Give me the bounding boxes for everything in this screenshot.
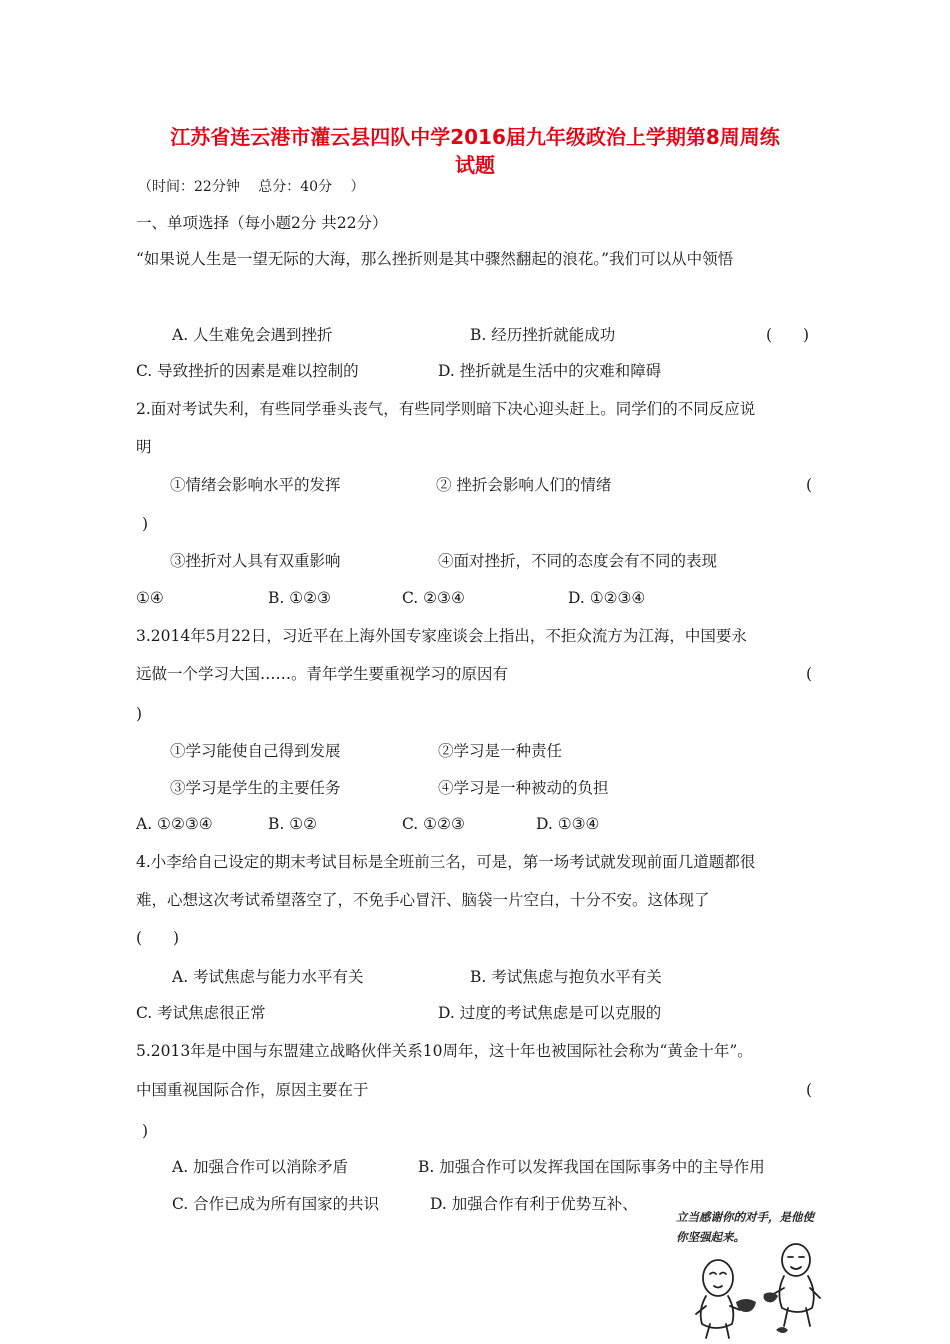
q2-option-b: B. ①②③ [268, 589, 331, 607]
q5-option-d: D. 加强合作有利于优势互补、 [430, 1195, 638, 1213]
q3-stem-line1: 3.2014年5月22日，习近平在上海外国专家座谈会上指出，不拒众流方为江海，中国要永 [136, 627, 747, 645]
q1-stem: “如果说人生是一望无际的大海，那么挫折则是其中骤然翻起的浪花。”我们可以从中领悟 [136, 250, 734, 268]
q3-option-c: C. ①②③ [402, 815, 465, 833]
q3-item-3: ③学习是学生的主要任务 [170, 779, 341, 797]
q2-option-c: C. ②③④ [402, 589, 465, 607]
doc-title-line2: 试题 [455, 153, 495, 177]
q2-item-1: ①情绪会影响水平的发挥 [170, 476, 341, 494]
q3-paren-close: ) [136, 705, 143, 723]
q4-stem-line2: 难，心想这次考试希望落空了，不免手心冒汗、脑袋一片空白，十分不安。这体现了 [136, 891, 710, 909]
q1-option-c: C. 导致挫折的因素是难以控制的 [136, 362, 359, 380]
q4-option-b: B. 考试焦虑与抱负水平有关 [470, 968, 662, 986]
q4-option-a: A. 考试焦虑与能力水平有关 [172, 968, 364, 986]
cartoon-caption-line2: 你坚强起来。 [676, 1230, 745, 1244]
q2-item-4: ④面对挫折，不同的态度会有不同的表现 [438, 552, 718, 570]
q5-option-b: B. 加强合作可以发挥我国在国际事务中的主导作用 [418, 1158, 765, 1176]
q2-paren-close: ) [142, 515, 149, 533]
q5-paren-open: ( [806, 1081, 813, 1099]
q5-paren-close: ) [142, 1122, 149, 1140]
q2-option-d: D. ①②③④ [568, 589, 646, 607]
exam-meta: （时间：22分钟 总分：40分 ） [138, 179, 365, 195]
q5-option-c: C. 合作已成为所有国家的共识 [172, 1195, 380, 1213]
q3-item-4: ④学习是一种被动的负担 [438, 779, 609, 797]
q3-item-1: ①学习能使自己得到发展 [170, 742, 341, 760]
q4-option-c: C. 考试焦虑很正常 [136, 1004, 266, 1022]
q2-stem-line2: 明 [136, 438, 152, 456]
section-heading: 一、单项选择（每小题2分 共22分） [136, 214, 388, 232]
q4-option-d: D. 过度的考试焦虑是可以克服的 [438, 1004, 662, 1022]
q4-stem-line1: 4.小李给自己设定的期末考试目标是全班前三名，可是，第一场考试就发现前面几道题都很 [136, 853, 756, 871]
q3-option-a: A. ①②③④ [136, 815, 213, 833]
q5-stem-line2: 中国重视国际合作，原因主要在于 [136, 1081, 369, 1099]
q3-stem-line2: 远做一个学习大国……。青年学生要重视学习的原因有 [136, 665, 509, 683]
q3-item-2: ②学习是一种责任 [438, 742, 563, 760]
q5-stem-line1: 5.2013年是中国与东盟建立战略伙伴关系10周年，这十年也被国际社会称为“黄金十年”。 [136, 1042, 753, 1060]
q2-stem-line1: 2.面对考试失利，有些同学垂头丧气，有些同学则暗下决心迎头赶上。同学们的不同反应说 [136, 400, 756, 418]
cartoon-caption-line1: 立当感谢你的对手，是他使 [676, 1210, 814, 1224]
cartoon-illustration [668, 1202, 848, 1342]
doc-title-line1: 江苏省连云港市灌云县四队中学2016届九年级政治上学期第8周周练 [170, 125, 780, 149]
q1-option-d: D. 挫折就是生活中的灾难和障碍 [438, 362, 662, 380]
q3-paren-open: ( [806, 665, 813, 683]
q2-item-3: ③挫折对人具有双重影响 [170, 552, 341, 570]
q2-item-2: ② 挫折会影响人们的情绪 [436, 476, 612, 494]
q3-option-b: B. ①② [268, 815, 318, 833]
q2-option-a: ①④ [136, 589, 164, 607]
q1-option-a: A. 人生难免会遇到挫折 [172, 326, 333, 344]
q1-option-b: B. 经历挫折就能成功 [470, 326, 616, 344]
q5-option-a: A. 加强合作可以消除矛盾 [172, 1158, 349, 1176]
q2-paren-open: ( [806, 476, 813, 494]
q1-answer-paren: ( ) [766, 326, 810, 344]
q3-option-d: D. ①③④ [536, 815, 600, 833]
q4-answer-paren: ( ) [136, 929, 180, 947]
